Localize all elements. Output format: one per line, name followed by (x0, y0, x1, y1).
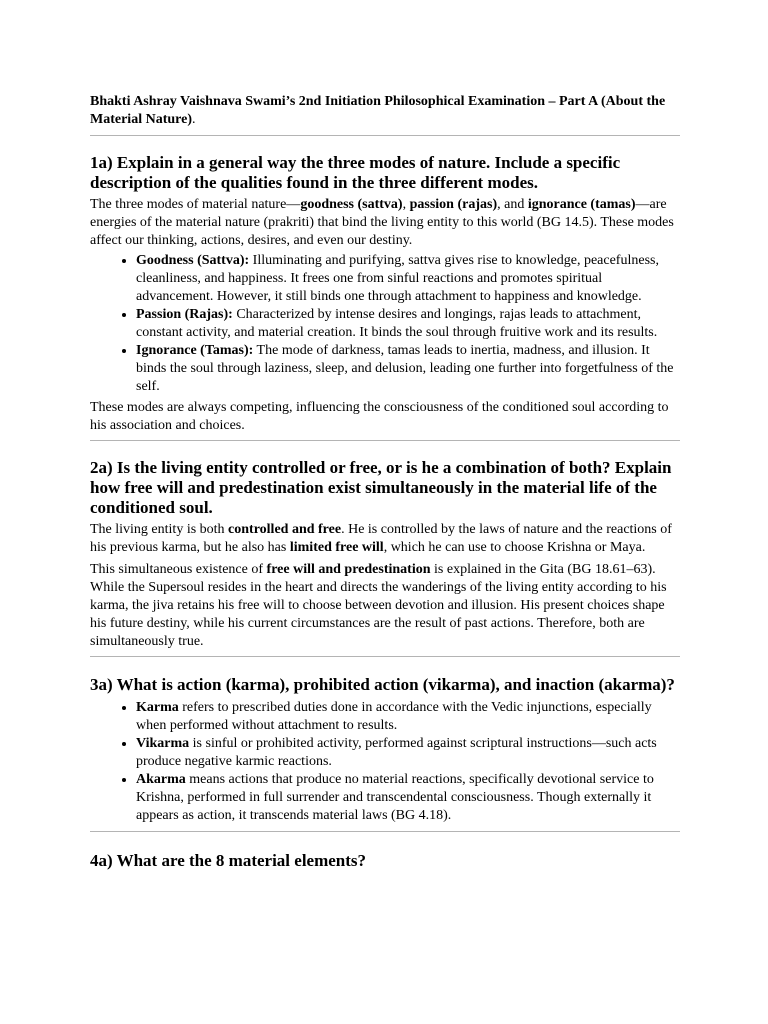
question-1-heading: 1a) Explain in a general way the three modes of nature. Include a specific description of the qualities found in the three different modes. (90, 153, 621, 192)
question-4-heading: 4a) What are the 8 material elements? (90, 851, 367, 870)
section-divider (90, 135, 680, 136)
section-divider (90, 656, 680, 657)
document-title (90, 93, 680, 129)
document-title-text: Bhakti Ashray Vaishnava Swami’s 2nd Initiation Philosophical Examination – Part A (About the Material Nature) (90, 94, 666, 127)
question-2-paragraph-2: This simultaneous existence of free will and predestination is explained in the Gita (BG 18.61–63). While the Supersoul resides in the heart and directs the wanderings of the living entity according to his karma, the jiva retains his free will to choose between devotion and illusion. His present choices shape his future destiny, while his current circumstances are the result of past actions. Therefore, both are simultaneously true. (90, 562, 667, 649)
term-goodness: goodness (sattva) (300, 197, 403, 212)
modes-list (90, 252, 680, 396)
question-2-paragraph-1: The living entity is both controlled and free. He is controlled by the laws of nature and the reactions of his previous karma, but he also has limited free will, which he can use to choose Krishna or Maya. (90, 522, 672, 555)
term-passion: passion (rajas) (409, 197, 498, 212)
document-title-period: . (191, 112, 196, 127)
list-item: • Passion (Rajas): Characterized by intense desires and longings, rajas leads to attachment, constant activity, and material creation. It binds the soul through fruitive work and its results. (136, 306, 680, 342)
term-ignorance: ignorance (tamas) (527, 197, 636, 212)
document-body (90, 93, 680, 871)
karma-list (90, 699, 680, 825)
question-3-heading: 3a) What is action (karma), prohibited action (vikarma), and inaction (akarma)? (90, 675, 675, 694)
list-item: • Ignorance (Tamas): The mode of darkness, tamas leads to inertia, madness, and illusion. It binds the soul through laziness, sleep, and delusion, leading one further into forgetfulness of the self. (136, 342, 680, 396)
list-item: • Karma refers to prescribed duties done in accordance with the Vedic injunctions, especially when performed without attachment to results. (136, 699, 680, 735)
section-divider (90, 440, 680, 441)
list-item: • Akarma means actions that produce no material reactions, specifically devotional service to Krishna, performed in full surrender and transcendental consciousness. Though externally it appears as action, it transcends material laws (BG 4.18). (136, 771, 680, 825)
question-1-conclusion: These modes are always competing, influencing the consciousness of the conditioned soul according to his association and choices. (90, 400, 669, 433)
list-item: • Goodness (Sattva): Illuminating and purifying, sattva gives rise to knowledge, peacefulness, cleanliness, and happiness. It frees one from sinful reactions and promotes spiritual advancement. However, it still binds one through attachment to happiness and knowledge. (136, 252, 680, 306)
list-item: • Vikarma is sinful or prohibited activity, performed against scriptural instructions—such acts produce negative karmic reactions. (136, 735, 680, 771)
question-1-intro: The three modes of material nature—goodness (sattva), passion (rajas), and ignorance (tamas)—are energies of the material nature (prakriti) that bind the living entity to this world (BG 14.5). These modes affect our thinking, actions, desires, and even our destiny. (90, 197, 674, 248)
section-divider (90, 831, 680, 832)
question-2-heading: 2a) Is the living entity controlled or free, or is he a combination of both? Explain how free will and predestination exist simultaneously in the material life of the conditioned soul. (90, 458, 672, 517)
